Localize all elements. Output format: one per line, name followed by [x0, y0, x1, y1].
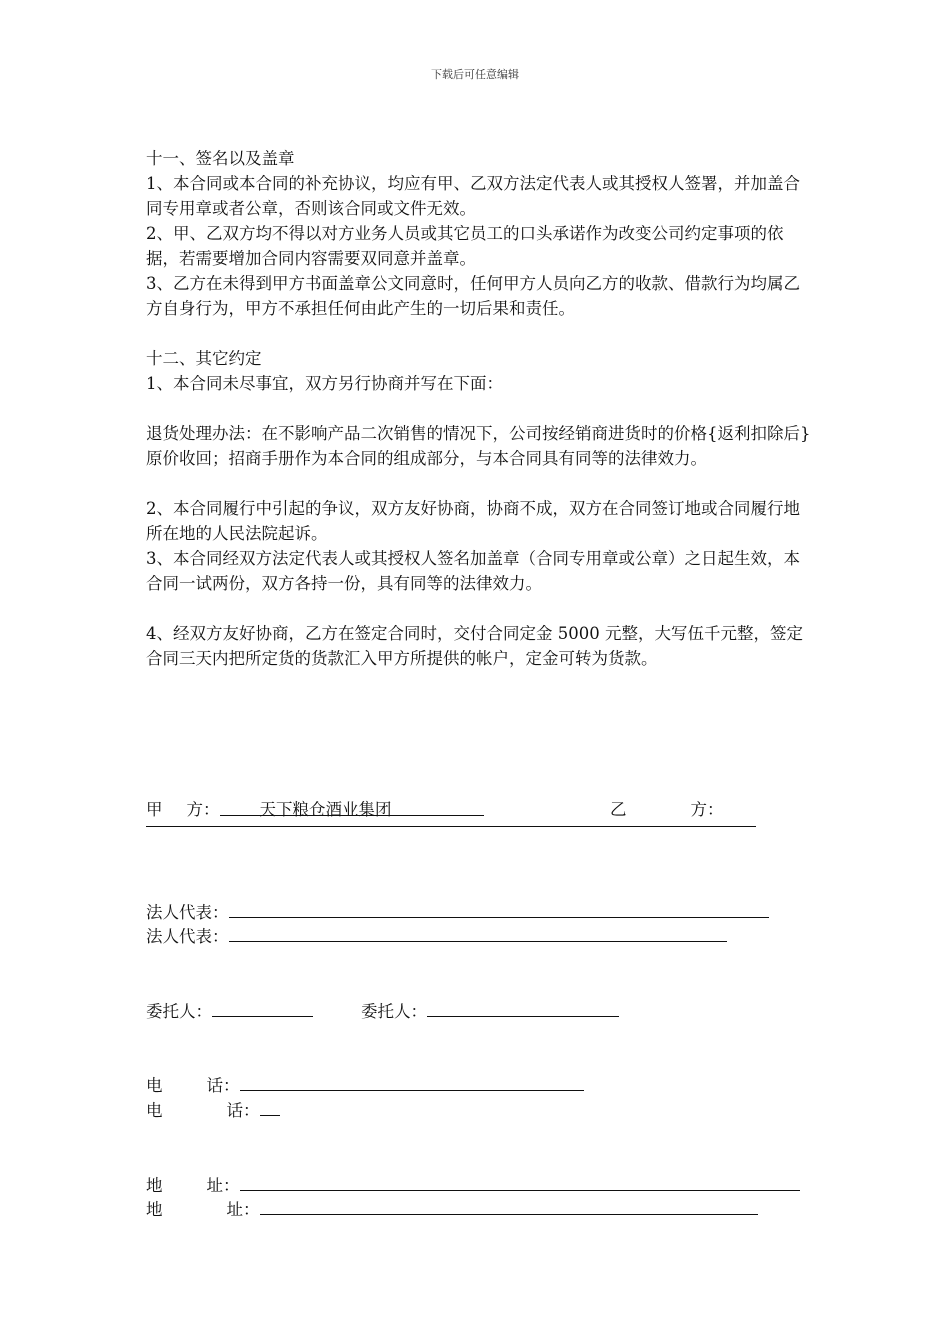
phone-label-char-2b: 话：	[226, 1101, 260, 1120]
address-label-char-2b: 址：	[226, 1200, 260, 1219]
return-policy: 退货处理办法：在不影响产品二次销售的情况下，公司按经销商进货时的价格{返利扣除后}原价收回；招商手册作为本合同的组成部分，与本合同具有同等的法律效力。	[146, 424, 811, 468]
phone-row-1	[146, 1072, 584, 1098]
party-b-row	[610, 797, 724, 822]
section-12-clause-2: 2、本合同履行中引起的争议，双方友好协商，协商不成，双方在合同签订地或合同履行地所在地的人民法院起诉。	[146, 499, 800, 543]
legal-rep-row-2	[146, 923, 727, 949]
phone-line-a	[240, 1072, 584, 1091]
party-a-name-field	[220, 797, 484, 819]
section-12-clause-4: 4、经双方友好协商，乙方在签定合同时，交付合同定金 5000 元整，大写伍千元整，签定合同三天内把所定货的货款汇入甲方所提供的帐户，定金可转为货款。	[146, 624, 803, 668]
section-11-clause-3: 3、乙方在未得到甲方书面盖章公文同意时，任何甲方人员向乙方的收款、借款行为均属乙方自身行为，甲方不承担任何由此产生的一切后果和责任。	[146, 274, 800, 318]
phone-label-char-1: 电	[146, 1076, 163, 1095]
section-11-clause-2: 2、甲、乙双方均不得以对方业务人员或其它员工的口头承诺作为改变公司约定事项的依据，若需要增加合同内容需要双同意并盖章。	[146, 224, 784, 268]
agent-label-b: 委托人：	[361, 1002, 427, 1021]
section-12-clause-1: 1、本合同未尽事宜，双方另行协商并写在下面：	[146, 374, 503, 393]
agent-label-a: 委托人：	[146, 1002, 212, 1021]
party-b-underline	[146, 826, 756, 827]
section-11-title: 十一、签名以及盖章	[146, 149, 295, 168]
party-b-label: 乙	[610, 800, 627, 819]
party-a-name: 天下粮仓酒业集团	[259, 800, 392, 819]
legal-rep-label-a: 法人代表：	[146, 903, 229, 922]
phone-label-char-2: 话：	[206, 1076, 240, 1095]
legal-rep-line-a	[229, 899, 769, 918]
phone-line-b	[260, 1097, 280, 1116]
agent-line-b	[427, 998, 619, 1017]
address-line-b	[260, 1196, 758, 1215]
section-12-clause-3: 3、本合同经双方法定代表人或其授权人签名加盖章（合同专用章或公章）之日起生效，本合同一试两份，双方各持一份，具有同等的法律效力。	[146, 549, 800, 593]
section-11-clause-1: 1、本合同或本合同的补充协议，均应有甲、乙双方法定代表人或其授权人签署，并加盖合同专用章或者公章，否则该合同或文件无效。	[146, 174, 800, 218]
address-line-a	[240, 1172, 800, 1191]
address-label-char-1: 地	[146, 1176, 163, 1195]
party-a-label-suffix: 方：	[186, 800, 220, 819]
party-b-label-suffix: 方：	[690, 800, 724, 819]
address-label-char-2: 址：	[206, 1176, 240, 1195]
agent-row	[146, 998, 619, 1024]
party-a-label: 甲	[146, 800, 163, 819]
legal-rep-row-1	[146, 899, 769, 925]
address-row-2	[146, 1196, 758, 1222]
section-12-title: 十二、其它约定	[146, 349, 262, 368]
party-row	[146, 797, 484, 822]
phone-row-2	[146, 1097, 280, 1123]
phone-label-char-1b: 电	[146, 1101, 163, 1120]
legal-rep-line-b	[229, 923, 727, 942]
address-label-char-1b: 地	[146, 1200, 163, 1219]
legal-rep-label-b: 法人代表：	[146, 927, 229, 946]
agent-line-a	[212, 998, 313, 1017]
contract-body	[146, 146, 814, 671]
address-row-1	[146, 1172, 800, 1198]
page-header: 下载后可任意编辑	[431, 68, 519, 81]
